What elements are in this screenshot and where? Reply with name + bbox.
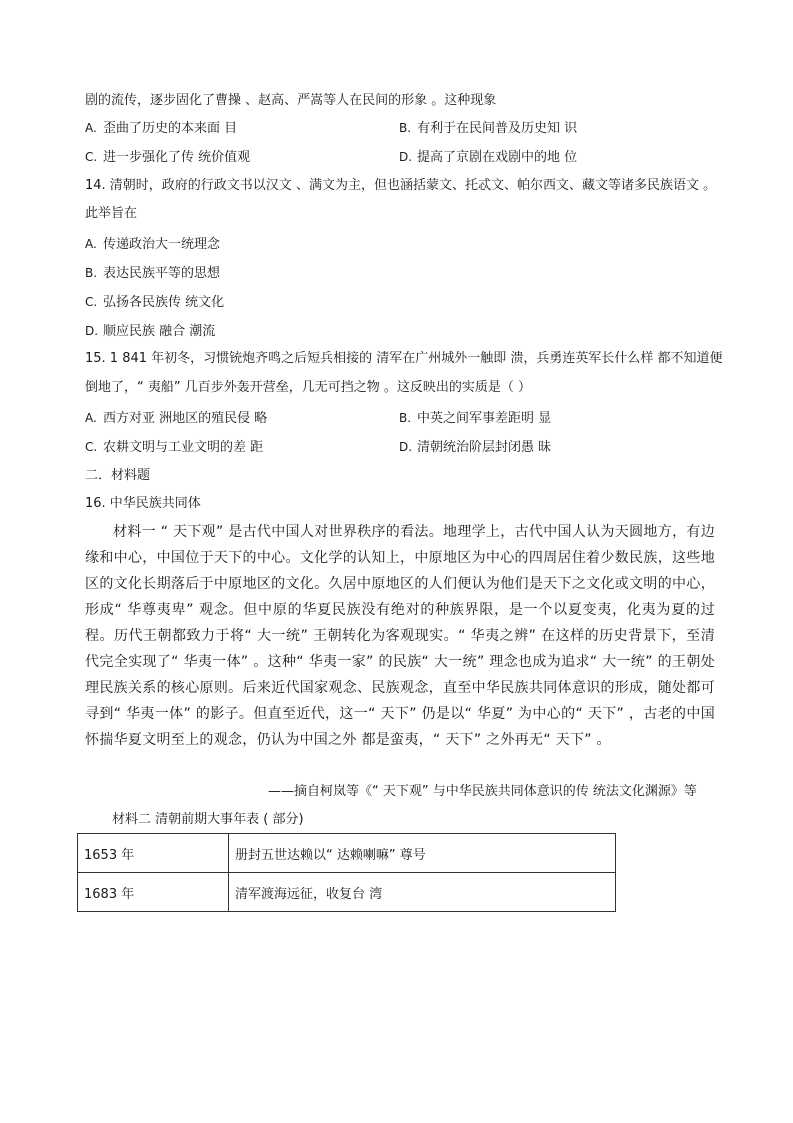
option-text: 农耕文明与工业文明的差 距: [103, 440, 264, 455]
table-cell-event: 册封五世达赖以“ 达赖喇嘛” 尊号: [229, 834, 616, 873]
q15-option-c[interactable]: [85, 437, 263, 458]
q13-stem-tail: 剧的流传，逐步固化了曹操 、赵高、严嵩等人在民间的形象 。这种现象: [85, 93, 497, 108]
material-one-source: ——摘自柯岚等《“ 天下观” 与中华民族共同体意识的传 统法文化渊源》等: [268, 784, 697, 799]
material-two-title: 材料二 清朝前期大事年表 ( 部分): [112, 812, 304, 827]
q15-option-d[interactable]: [399, 437, 551, 458]
option-letter: D.: [399, 440, 413, 454]
section-title: 二．材料题: [85, 468, 151, 483]
option-letter: B.: [85, 266, 98, 280]
option-letter: D.: [399, 150, 413, 164]
q14-option-c[interactable]: [85, 292, 224, 313]
q15-option-b[interactable]: [399, 408, 551, 429]
option-text: 弘扬各民族传 统文化: [103, 295, 225, 310]
q15-stem-line2: 倒地了，“ 夷船” 几百步外轰开营垒，几无可挡之物 。这反映出的实质是（ ）: [85, 380, 531, 395]
option-letter: C.: [85, 440, 98, 454]
q14-stem-line1: 14. 清朝时，政府的行政文书以汉文 、满文为主，但也涵括蒙文、托忒文、帕尔西文、藏文等诸多民族语文 。: [85, 178, 717, 193]
option-text: 清朝统治阶层封闭愚 昧: [417, 440, 552, 455]
option-letter: C.: [85, 150, 98, 164]
material-one-paragraph: 材料一 “ 天下观” 是古代中国人对世界秩序的看法。地理学上，古代中国人认为天圆地方，有边缘和中心，中国位于天下的中心。文化学的认知上，中原地区为中心的四周居住着少数民族，这些地区的文化长期落后于中原地区的文化。久居中原地区的人们便认为他们是天下之文化或文明的中心，形成“ 华尊夷卑” 观念。但中原的华夏民族没有绝对的种族界限，是一个以夏变夷，化夷为夏的过程。历代王朝都致力于将“ 大一统” 王朝转化为客观现实。“ 华夷之辨” 在这样的历史背景下，至清代完全实现了“ 华夷一体” 。这种“ 华夷一家” 的民族“ 大一统” 理念也成为追求“ 大一统” 的王朝处理民族关系的核心原则。后来近代国家观念、民族观念，直至中华民族共同体意识的形成，随处都可寻到“ 华夷一体” 的影子。但直至近代，这一“ 天下” 仍是以“ 华夏” 为中心的“ 天下” ，古老的中国怀揣华夏文明至上的观念，仍认为中国之外 都是蛮夷，“ 天下” 之外再无“ 天下” 。: [85, 524, 715, 748]
q13-option-a[interactable]: [85, 118, 237, 139]
q13-option-c[interactable]: [85, 147, 250, 168]
q14-option-a[interactable]: [85, 234, 220, 255]
option-text: 歪曲了历史的本来面 目: [103, 121, 238, 136]
table-row: [78, 873, 616, 912]
option-text: 表达民族平等的思想: [103, 266, 221, 281]
option-text: 传递政治大一统理念: [103, 237, 221, 252]
q14-option-d[interactable]: [85, 321, 215, 342]
table-row: [78, 834, 616, 873]
option-text: 进一步强化了传 统价值观: [103, 150, 251, 165]
q16-title: 16. 中华民族共同体: [85, 496, 201, 511]
option-letter: B.: [399, 121, 412, 135]
option-text: 提高了京剧在戏剧中的地 位: [417, 150, 578, 165]
table-cell-event: 清军渡海远征，收复台 湾: [229, 873, 616, 912]
option-letter: C.: [85, 295, 98, 309]
option-text: 顺应民族 融合 潮流: [103, 324, 216, 339]
q14-option-b[interactable]: [85, 263, 220, 284]
q14-stem-line2: 此举旨在: [85, 206, 138, 221]
option-letter: A.: [85, 237, 97, 251]
option-letter: A.: [85, 411, 97, 425]
q13-option-b[interactable]: [399, 118, 577, 139]
option-letter: A.: [85, 121, 97, 135]
option-text: 中英之间军事差距明 显: [417, 411, 552, 426]
q15-stem-line1: 15. 1 841 年初冬，习惯铳炮齐鸣之后短兵相接的 清军在广州城外一触即 溃，兵勇连英军长什么样 都不知道便: [85, 351, 723, 366]
table-cell-year: 1653 年: [78, 834, 229, 873]
q15-option-a[interactable]: [85, 408, 267, 429]
events-table: [77, 833, 616, 912]
option-letter: D.: [85, 324, 99, 338]
q13-option-d[interactable]: [399, 147, 577, 168]
option-letter: B.: [399, 411, 412, 425]
table-cell-year: 1683 年: [78, 873, 229, 912]
option-text: 西方对亚 洲地区的殖民侵 略: [103, 411, 268, 426]
option-text: 有利于在民间普及历史知 识: [417, 121, 578, 136]
